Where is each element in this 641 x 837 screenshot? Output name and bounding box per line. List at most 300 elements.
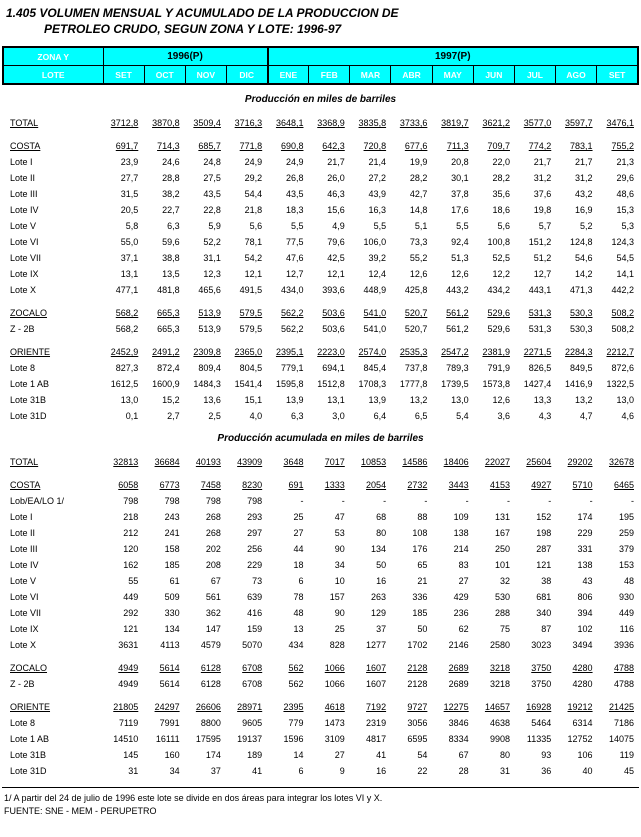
cell-value: 134 — [164, 624, 180, 634]
cell-value: 1322,5 — [606, 379, 634, 389]
cell-value: 5070 — [242, 640, 263, 650]
cell-value: 394 — [577, 608, 593, 618]
row-label: Lote III — [10, 544, 38, 554]
cell-value: 508,2 — [611, 308, 634, 318]
cell-value: 27,7 — [120, 173, 139, 183]
cell-value: 826,5 — [528, 363, 552, 373]
cell-value: 28 — [458, 766, 469, 776]
cell-value: 804,5 — [239, 363, 263, 373]
cell-value: 2319 — [366, 718, 387, 728]
cell-value: 1612,5 — [110, 379, 139, 389]
cell-value: 19137 — [237, 734, 263, 744]
cell-value: 3712,8 — [110, 118, 139, 128]
row-label: Lote I — [10, 512, 33, 522]
cell-value: 6,3 — [290, 411, 304, 421]
cell-value: 4,6 — [621, 411, 634, 421]
cell-value: 465,6 — [198, 285, 221, 295]
cell-value: 18,6 — [492, 205, 510, 215]
cell-value: - — [506, 496, 510, 506]
cell-value: 425,8 — [404, 285, 428, 295]
cell-value: 22027 — [484, 457, 510, 467]
cell-value: 43,9 — [368, 189, 387, 199]
cell-value: 218 — [123, 512, 139, 522]
cell-value: 798 — [247, 496, 263, 506]
cell-value: 4927 — [531, 480, 552, 490]
cell-value: 828 — [329, 640, 345, 650]
cell-value: 26,8 — [285, 173, 304, 183]
cell-value: 771,8 — [239, 141, 263, 151]
cell-value: 2146 — [448, 640, 469, 650]
row-label: Lote 31D — [10, 766, 47, 776]
cell-value: 263 — [371, 592, 387, 602]
cell-value: 1777,8 — [399, 379, 428, 389]
cell-value: 6465 — [613, 480, 634, 490]
cell-value: 54,2 — [244, 253, 263, 263]
cell-value: 5,4 — [456, 411, 469, 421]
cell-value: 2535,3 — [399, 347, 428, 357]
cell-value: 134 — [371, 544, 387, 554]
cell-value: 1596 — [283, 734, 304, 744]
cell-value: 73 — [252, 576, 263, 586]
cell-value: 16,9 — [575, 205, 593, 215]
cell-value: 87 — [541, 624, 552, 634]
cell-value: 12,2 — [492, 269, 510, 279]
section2-heading: Producción acumulada en miles de barriles — [217, 433, 424, 444]
cell-value: 1600,9 — [152, 379, 180, 389]
cell-value: 481,8 — [157, 285, 180, 295]
cell-value: 13,3 — [533, 395, 552, 405]
cell-value: 5614 — [159, 663, 180, 673]
cell-value: 5,6 — [497, 221, 510, 231]
cell-value: 4788 — [613, 679, 634, 689]
cell-value: 2395,1 — [275, 347, 304, 357]
cell-value: 27,2 — [368, 173, 387, 183]
cell-value: 15,1 — [244, 395, 263, 405]
cell-value: 513,9 — [198, 308, 221, 318]
cell-value: 37 — [376, 624, 387, 634]
cell-value: 55 — [128, 576, 139, 586]
cell-value: 208 — [205, 560, 221, 570]
row-label: ZOCALO — [10, 308, 48, 318]
cell-value: 6773 — [159, 480, 180, 490]
table-row — [2, 392, 639, 408]
cell-value: 639 — [247, 592, 263, 602]
cell-value: 2574,0 — [358, 347, 387, 357]
cell-value: 798 — [164, 496, 180, 506]
cell-value: 90 — [334, 608, 345, 618]
cell-value: 448,9 — [363, 285, 387, 295]
month-header: ENE — [268, 66, 309, 85]
cell-value: 4280 — [572, 663, 593, 673]
cell-value: 88 — [417, 512, 428, 522]
cell-value: 16 — [376, 576, 387, 586]
cell-value: 362 — [205, 608, 221, 618]
cell-value: 2223,0 — [317, 347, 345, 357]
cell-value: 2547,2 — [441, 347, 469, 357]
cell-value: 6058 — [118, 480, 139, 490]
cell-value: 1277 — [366, 640, 387, 650]
cell-value: 13,2 — [575, 395, 593, 405]
table-row — [2, 282, 639, 298]
cell-value: 185 — [164, 560, 180, 570]
row-label: Lote 8 — [10, 363, 36, 373]
cell-value: 31,5 — [120, 189, 139, 199]
cell-value: 2,5 — [208, 411, 221, 421]
cell-value: 1607 — [366, 679, 387, 689]
cell-value: 30,1 — [451, 173, 469, 183]
row-label: Lote IX — [10, 269, 39, 279]
cell-value: 44 — [293, 544, 304, 554]
cell-value: 12,1 — [244, 269, 263, 279]
cell-value: 21,4 — [368, 157, 387, 167]
cell-value: 268 — [205, 512, 221, 522]
cell-value: 3,6 — [497, 411, 510, 421]
cell-value: 434,2 — [487, 285, 510, 295]
cell-value: 241 — [164, 528, 180, 538]
cell-value: 160 — [164, 750, 180, 760]
month-header: OCT — [144, 66, 185, 85]
cell-value: 43909 — [237, 457, 263, 467]
cell-value: 10 — [334, 576, 345, 586]
cell-value: 3109 — [324, 734, 345, 744]
cell-value: 67 — [210, 576, 221, 586]
row-label: Lote X — [10, 640, 37, 650]
cell-value: 22,8 — [203, 205, 221, 215]
cell-value: 27 — [334, 750, 345, 760]
cell-value: 3750 — [531, 663, 552, 673]
cell-value: 665,3 — [157, 308, 180, 318]
cell-value: 14,2 — [575, 269, 593, 279]
table-row — [2, 589, 639, 605]
cell-value: 250 — [494, 544, 510, 554]
cell-value: 379 — [618, 544, 634, 554]
table-row — [2, 202, 639, 218]
table-row — [2, 509, 639, 525]
cell-value: 189 — [247, 750, 263, 760]
cell-value: 29202 — [567, 457, 593, 467]
cell-value: 7458 — [200, 480, 221, 490]
cell-value: 4949 — [118, 679, 139, 689]
cell-value: 1512,8 — [317, 379, 345, 389]
cell-value: 48,6 — [616, 189, 634, 199]
cell-value: 7186 — [613, 718, 634, 728]
cell-value: 24297 — [154, 702, 180, 712]
cell-value: 297 — [247, 528, 263, 538]
cell-value: 16111 — [155, 734, 180, 744]
cell-value: 13,5 — [162, 269, 180, 279]
cell-value: 3716,3 — [234, 118, 263, 128]
cell-value: 48 — [293, 608, 304, 618]
cell-value: 212 — [123, 528, 139, 538]
cell-value: 5,5 — [290, 221, 304, 231]
cell-value: 119 — [619, 750, 634, 760]
cell-value: 13 — [293, 624, 304, 634]
cell-value: 3870,8 — [152, 118, 180, 128]
cell-value: 4788 — [613, 663, 634, 673]
cell-value: 2365,0 — [234, 347, 263, 357]
cell-value: 827,3 — [115, 363, 139, 373]
cell-value: 21 — [417, 576, 428, 586]
cell-value: 52,2 — [203, 237, 221, 247]
cell-value: - — [383, 496, 387, 506]
table-row — [2, 337, 639, 360]
cell-value: 3,0 — [332, 411, 345, 421]
document-page — [2, 5, 639, 818]
table-row — [2, 747, 639, 763]
cell-value: 4280 — [572, 679, 593, 689]
cell-value: 6314 — [572, 718, 593, 728]
cell-value: 48 — [623, 576, 634, 586]
cell-value: 12,1 — [327, 269, 345, 279]
monthly-production-table — [2, 108, 639, 424]
accumulated-production-table — [2, 447, 639, 779]
row-label: Lote IV — [10, 560, 39, 570]
cell-value: 3443 — [448, 480, 469, 490]
cell-value: 12,7 — [285, 269, 304, 279]
cell-value: 1427,4 — [523, 379, 552, 389]
cell-value: 287 — [536, 544, 552, 554]
cell-value: 138 — [453, 528, 469, 538]
cell-value: 783,1 — [570, 141, 593, 151]
cell-value: 12,3 — [203, 269, 221, 279]
cell-value: 121 — [536, 560, 552, 570]
cell-value: 503,6 — [322, 324, 345, 334]
cell-value: 11335 — [526, 734, 552, 744]
row-label: Z - 2B — [10, 679, 35, 689]
cell-value: 416 — [247, 608, 263, 618]
cell-value: 21,7 — [327, 157, 345, 167]
zone-header-line1: ZONA Y — [3, 47, 103, 66]
cell-value: 2732 — [407, 480, 428, 490]
cell-value: 152 — [536, 512, 552, 522]
cell-value: 3218 — [489, 663, 510, 673]
cell-value: 3621,2 — [482, 118, 510, 128]
cell-value: 83 — [458, 560, 469, 570]
cell-value: 5,5 — [373, 221, 387, 231]
cell-value: 20,8 — [451, 157, 469, 167]
cell-value: 21,7 — [575, 157, 593, 167]
cell-value: 9908 — [489, 734, 510, 744]
footer — [2, 787, 639, 818]
cell-value: 28,8 — [162, 173, 180, 183]
cell-value: 568,2 — [115, 308, 139, 318]
cell-value: 4618 — [324, 702, 345, 712]
cell-value: - — [631, 496, 634, 506]
cell-value: 24,9 — [285, 157, 304, 167]
cell-value: 443,2 — [446, 285, 469, 295]
cell-value: 31,2 — [575, 173, 593, 183]
cell-value: 124,3 — [611, 237, 634, 247]
cell-value: 61 — [169, 576, 180, 586]
cell-value: 195 — [618, 512, 634, 522]
month-header: FEB — [309, 66, 350, 85]
cell-value: 34 — [169, 766, 180, 776]
cell-value: 55,2 — [409, 253, 428, 263]
cell-value: 147 — [205, 624, 221, 634]
cell-value: 14657 — [484, 702, 510, 712]
header-row-months — [3, 66, 638, 85]
cell-value: 677,6 — [404, 141, 428, 151]
cell-value: 5,6 — [249, 221, 263, 231]
cell-value: 22,0 — [492, 157, 510, 167]
cell-value: 16,3 — [368, 205, 387, 215]
cell-value: 9605 — [242, 718, 263, 728]
cell-value: 27 — [458, 576, 469, 586]
cell-value: 3936 — [613, 640, 634, 650]
cell-value: 15,2 — [162, 395, 180, 405]
cell-value: 711,3 — [446, 141, 469, 151]
cell-value: - — [424, 496, 428, 506]
cell-value: 449 — [618, 608, 634, 618]
cell-value: 2452,9 — [110, 347, 139, 357]
cell-value: 7991 — [159, 718, 180, 728]
cell-value: 4,9 — [332, 221, 345, 231]
cell-value: 7119 — [118, 718, 139, 728]
table-row — [2, 170, 639, 186]
cell-value: 1708,3 — [358, 379, 387, 389]
table-row — [2, 131, 639, 154]
table-row — [2, 298, 639, 321]
cell-value: 13,9 — [368, 395, 387, 405]
cell-value: 930 — [618, 592, 634, 602]
cell-value: 159 — [247, 624, 263, 634]
table-row — [2, 605, 639, 621]
cell-value: 38,8 — [162, 253, 180, 263]
row-label: COSTA — [10, 480, 41, 490]
cell-value: 541,0 — [363, 308, 387, 318]
cell-value: 3631 — [118, 640, 139, 650]
cell-value: 41 — [376, 750, 387, 760]
cell-value: 3476,1 — [606, 118, 634, 128]
cell-value: 429 — [453, 592, 469, 602]
cell-value: 31,1 — [203, 253, 221, 263]
row-label: Z - 2B — [10, 324, 35, 334]
cell-value: 54,5 — [616, 253, 634, 263]
cell-value: 665,3 — [157, 324, 180, 334]
table-row — [2, 763, 639, 779]
cell-value: 561,2 — [446, 324, 469, 334]
cell-value: 45 — [623, 766, 634, 776]
cell-value: 1066 — [324, 679, 345, 689]
cell-value: 4,7 — [580, 411, 593, 421]
cell-value: 6,4 — [373, 411, 387, 421]
month-header: SET — [597, 66, 638, 85]
cell-value: 15,6 — [327, 205, 345, 215]
cell-value: 20,5 — [120, 205, 139, 215]
cell-value: 36 — [541, 766, 552, 776]
cell-value: 59,6 — [162, 237, 180, 247]
cell-value: 22,7 — [162, 205, 180, 215]
cell-value: 8800 — [200, 718, 221, 728]
cell-value: 3577,0 — [523, 118, 552, 128]
cell-value: 26606 — [195, 702, 221, 712]
cell-value: 1541,4 — [234, 379, 263, 389]
cell-value: 1066 — [324, 663, 345, 673]
cell-value: 39,2 — [368, 253, 387, 263]
cell-value: 331 — [577, 544, 593, 554]
cell-value: 24,8 — [203, 157, 221, 167]
cell-value: 52,5 — [492, 253, 510, 263]
cell-value: 32813 — [113, 457, 139, 467]
cell-value: 685,7 — [198, 141, 221, 151]
cell-value: 19,9 — [409, 157, 428, 167]
cell-value: 1473 — [324, 718, 345, 728]
cell-value: 442,2 — [611, 285, 634, 295]
source-line: FUENTE: SNE - MEM - PERUPETRO — [4, 806, 157, 816]
cell-value: 6708 — [242, 663, 263, 673]
month-header: JUL — [514, 66, 555, 85]
cell-value: 92,4 — [451, 237, 469, 247]
cell-value: 17,6 — [451, 205, 469, 215]
cell-value: 393,6 — [322, 285, 345, 295]
cell-value: 43,2 — [575, 189, 593, 199]
header-row-years — [3, 47, 638, 66]
cell-value: 2,7 — [167, 411, 180, 421]
cell-value: 37 — [210, 766, 221, 776]
cell-value: 791,9 — [487, 363, 510, 373]
table-row — [2, 692, 639, 715]
cell-value: 93 — [541, 750, 552, 760]
row-label: Lote V — [10, 576, 37, 586]
cell-value: 214 — [453, 544, 469, 554]
cell-value: 3648 — [283, 457, 304, 467]
table-row — [2, 715, 639, 731]
cell-value: 561 — [205, 592, 221, 602]
row-label: ORIENTE — [10, 347, 51, 357]
table-row — [2, 525, 639, 541]
cell-value: 15,3 — [616, 205, 634, 215]
cell-value: 6595 — [407, 734, 428, 744]
cell-value: 16928 — [526, 702, 552, 712]
cell-value: 229 — [247, 560, 263, 570]
cell-value: 259 — [618, 528, 634, 538]
table-row — [2, 621, 639, 637]
table-row — [2, 186, 639, 202]
cell-value: 520,7 — [404, 308, 428, 318]
row-label: Lote 31B — [10, 750, 47, 760]
row-label: COSTA — [10, 141, 41, 151]
cell-value: 562,2 — [280, 308, 304, 318]
cell-value: 38,2 — [162, 189, 180, 199]
month-header: NOV — [185, 66, 226, 85]
cell-value: 145 — [123, 750, 139, 760]
cell-value: 54,6 — [575, 253, 593, 263]
cell-value: 138 — [577, 560, 593, 570]
cell-value: 13,0 — [120, 395, 139, 405]
cell-value: 25604 — [526, 457, 552, 467]
row-label: Lob/EA/LO 1/ — [10, 496, 65, 506]
cell-value: 24,6 — [162, 157, 180, 167]
cell-value: 292 — [123, 608, 139, 618]
row-label: Lote 1 AB — [10, 379, 50, 389]
row-label: Lote 8 — [10, 718, 36, 728]
cell-value: - — [589, 496, 593, 506]
cell-value: 10853 — [361, 457, 387, 467]
cell-value: 34 — [334, 560, 345, 570]
cell-value: 691 — [288, 480, 304, 490]
cell-value: 3218 — [489, 679, 510, 689]
cell-value: 7017 — [324, 457, 345, 467]
cell-value: 42,5 — [327, 253, 345, 263]
cell-value: 443,1 — [528, 285, 552, 295]
cell-value: 12,6 — [409, 269, 428, 279]
table-row — [2, 108, 639, 131]
cell-value: 7192 — [366, 702, 387, 712]
cell-value: 121 — [123, 624, 139, 634]
month-header: DIC — [226, 66, 267, 85]
cell-value: 541,0 — [363, 324, 387, 334]
row-label: TOTAL — [10, 118, 39, 128]
